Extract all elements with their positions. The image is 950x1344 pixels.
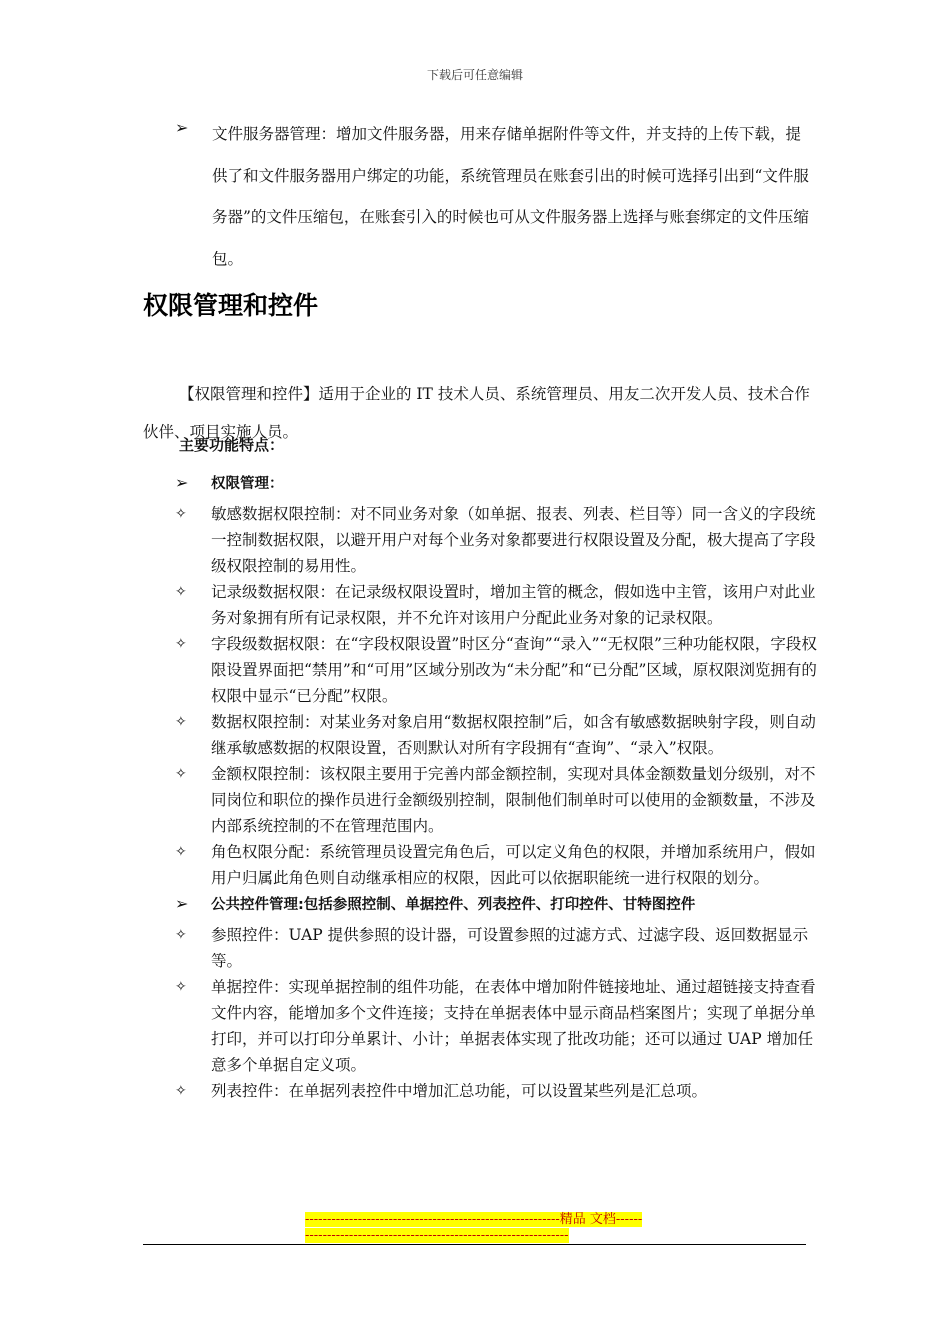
diamond-bullet-icon: ✧ — [175, 506, 187, 522]
diamond-bullet-icon: ✧ — [175, 714, 187, 730]
list-item — [175, 839, 820, 891]
list-item-text: 参照控件：UAP 提供参照的设计器，可设置参照的过滤方式、过滤字段、返回数据显示等。 — [211, 926, 809, 970]
list-item — [175, 761, 820, 839]
list-item-text: 单据控件：实现单据控制的组件功能，在表体中增加附件链接地址、通过超链接支持查看文件内容，能增加多个文件连接；支持在单据表体中显示商品档案图片；实现了单据分单打印，并可以打印分单累计、小计；单据表体实现了批改功能；还可以通过 UAP 增加任意多个单据自定义项。 — [211, 978, 816, 1074]
section-heading: 权限管理和控件 — [143, 291, 319, 320]
list-item-text: 角色权限分配：系统管理员设置完角色后，可以定义角色的权限，并增加系统用户，假如用户归属此角色则自动继承相应的权限，因此可以依据职能统一进行权限的划分。 — [211, 843, 816, 887]
list-item — [175, 579, 820, 631]
list-item — [175, 974, 820, 1078]
arrow-bullet-icon: ➢ — [175, 118, 189, 137]
features-label: 主要功能特点： — [179, 436, 285, 454]
intro-bullet-text: 文件服务器管理：增加文件服务器，用来存储单据附件等文件，并支持的上传下载，提供了和文件服务器用户绑定的功能，系统管理员在账套引出的时候可选择引出到“文件服务器”的文件压缩包，在账套引入的时候也可从文件服务器上选择与账套绑定的文件压缩包。 — [212, 125, 809, 268]
diamond-bullet-icon: ✧ — [175, 927, 187, 943]
list-item — [175, 1078, 820, 1104]
arrow-bullet-icon: ➢ — [175, 473, 189, 492]
diamond-bullet-icon: ✧ — [175, 766, 187, 782]
footer-highlight — [305, 1212, 645, 1244]
section-intro-paragraph: 【权限管理和控件】适用于企业的 IT 技术人员、系统管理员、用友二次开发人员、技术合作伙伴、项目实施人员。 — [143, 384, 810, 441]
list-item-text: 记录级数据权限：在记录级权限设置时，增加主管的概念，假如选中主管，该用户对此业务对象拥有所有记录权限，并不允许对该用户分配此业务对象的记录权限。 — [211, 583, 816, 627]
list-item-text: 数据权限控制：对某业务对象启用“数据权限控制”后，如含有敏感数据映射字段，则自动继承敏感数据的权限设置，否则默认对所有字段拥有“查询”、“录入”权限。 — [211, 713, 816, 757]
list-item — [175, 501, 820, 579]
list-item-text: 字段级数据权限：在“字段权限设置”时区分“查询”“录入”“无权限”三种功能权限，字段权限设置界面把“禁用”和“可用”区域分别改为“未分配”和“已分配”区域，原权限浏览拥有的权限中显示“已分配”权限。 — [211, 635, 817, 705]
footer-highlight-text: ----------------------------------------------------------精品 文档------------------------------------------------------------------ — [305, 1212, 643, 1243]
list-item-text: 金额权限控制：该权限主要用于完善内部金额控制，实现对具体金额数量划分级别，对不同岗位和职位的操作员进行金额级别控制，限制他们制单时可以使用的金额数量，不涉及内部系统控制的不在管理范围内。 — [211, 765, 816, 835]
intro-bullet-item — [175, 114, 815, 280]
page-header: 下载后可任意编辑 — [426, 68, 523, 82]
group-title: 公共控件管理:包括参照控制、单据控件、列表控件、打印控件、甘特图控件 — [211, 897, 696, 913]
diamond-bullet-icon: ✧ — [175, 844, 187, 860]
group-heading-controls — [175, 891, 820, 918]
footer-divider — [143, 1244, 806, 1245]
diamond-bullet-icon: ✧ — [175, 979, 187, 995]
group-heading-permissions — [175, 470, 820, 497]
diamond-bullet-icon: ✧ — [175, 1083, 187, 1099]
list-item-text: 列表控件：在单据列表控件中增加汇总功能，可以设置某些列是汇总项。 — [211, 1082, 708, 1100]
list-item — [175, 709, 820, 761]
list-item-text: 敏感数据权限控制：对不同业务对象（如单据、报表、列表、栏目等）同一含义的字段统一控制数据权限，以避开用户对每个业务对象都要进行权限设置及分配，极大提高了字段级权限控制的易用性。 — [211, 505, 816, 575]
group-title: 权限管理： — [211, 476, 284, 492]
list-item — [175, 922, 820, 974]
diamond-bullet-icon: ✧ — [175, 636, 187, 652]
diamond-bullet-icon: ✧ — [175, 584, 187, 600]
feature-list — [175, 470, 820, 1104]
arrow-bullet-icon: ➢ — [175, 894, 189, 913]
list-item — [175, 631, 820, 709]
